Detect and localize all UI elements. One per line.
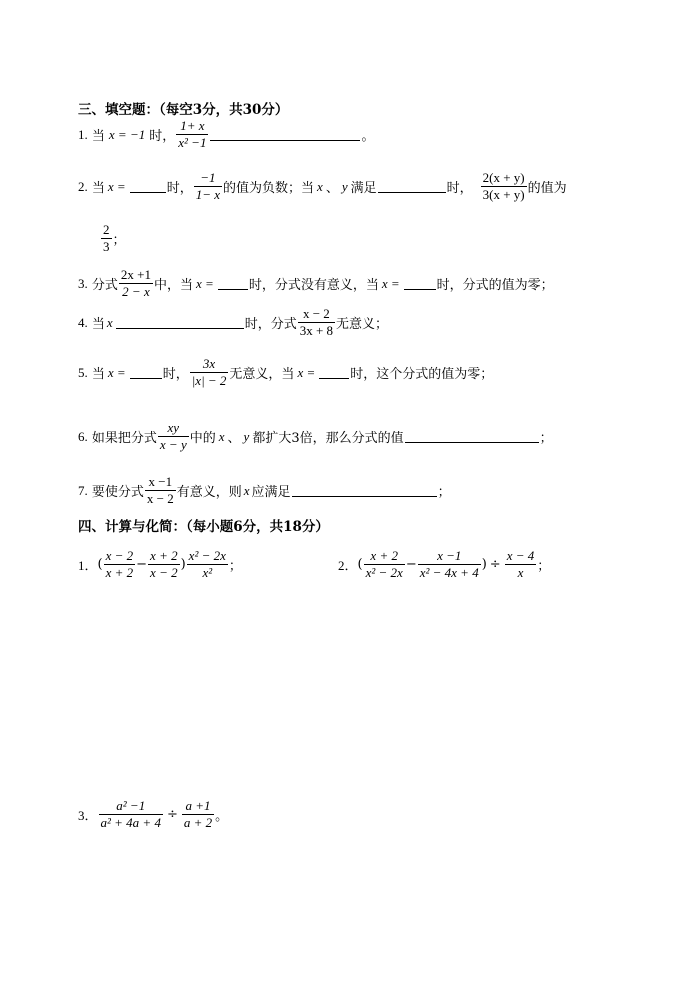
q7-var: x [243,482,250,498]
q2-f3-numerator: 2 [103,222,110,237]
question-4 [78,306,388,339]
p3-b-numerator: a +1 [182,798,214,815]
p2-lparen: ( [357,557,363,572]
q5-fraction [190,356,229,389]
question-2 [78,170,567,203]
p3-a-denominator: a² + 4a + 4 [100,815,161,830]
q2-fraction-3 [101,222,112,255]
answer-blank[interactable] [130,366,162,379]
q2-text-7: ； [112,233,126,248]
q1-fraction [176,118,208,151]
q2-text: 当 [91,181,105,196]
q1-number: 1. [78,126,88,142]
q2-fraction-2 [481,170,527,203]
q3-numerator: 2x +1 [120,267,151,282]
problem-1 [78,548,242,581]
answer-blank[interactable] [210,128,360,141]
q1-denominator: x² −1 [178,135,207,150]
problem-3 [78,798,228,831]
p1-lparen: ( [97,557,103,572]
q7-number: 7. [78,482,88,498]
p1-number: 1． [78,558,98,573]
section3-title: 三、填空题：（每空3分，共30分） [78,102,289,118]
q2-fraction-1 [194,170,222,203]
question-6 [78,420,553,453]
q6-fraction [158,420,189,453]
answer-blank[interactable] [378,180,446,193]
q5-denominator: |x| − 2 [191,373,227,388]
answer-blank[interactable] [319,366,349,379]
question-5 [78,356,493,389]
q4-number: 4. [78,314,88,330]
q6-numerator: xy [158,420,189,437]
q6-text-4: 都扩大3倍，那么分式的值 [252,431,404,446]
q4-text-1: 当 [91,317,105,332]
p1-a-denominator: x + 2 [105,565,134,580]
q2-text-3: 、 [325,181,339,196]
q5-var: x = [107,364,126,380]
q4-denominator: 3x + 8 [299,323,334,338]
p1-c-numerator: x² − 2x [188,548,226,563]
p1-minus: − [136,557,148,572]
q1-numerator: 1+ x [176,118,208,135]
q5-numerator: 3x [190,356,229,373]
answer-blank[interactable] [292,484,437,497]
p1-fraction-a [104,548,136,581]
q3-var: x = [196,275,214,291]
q3-text-3: 时，分式没有意义，当 [248,278,379,293]
p2-a-denominator: x² − 2x [365,565,403,580]
q6-var-x: x [218,428,225,444]
p2-b-denominator: x² − 4x + 4 [419,565,479,580]
p3-number: 3． [78,808,98,823]
q6-text-1: 如果把分式 [91,431,157,446]
q2-text-4: 满足 [350,181,377,196]
p1-fraction-b [148,548,180,581]
p2-b-numerator: x −1 [418,548,481,565]
q6-text-3: 、 [227,431,241,446]
p2-end: ； [537,559,551,574]
q6-var-y: y [243,428,250,444]
q2-text-6: 的值为 [527,181,567,196]
question-3 [78,267,554,300]
question-7 [78,474,451,507]
q2-f1-numerator: −1 [194,170,222,187]
q1-text-2: 时， [149,129,176,144]
q5-text-4: 时，这个分式的值为零； [350,367,494,382]
q7-text-4: ； [437,485,451,500]
q7-text-3: 应满足 [251,485,291,500]
q6-number: 6. [78,428,88,444]
p2-c-denominator: x [517,565,524,580]
q3-text-4: 时，分式的值为零； [436,278,554,293]
p3-divide: ÷ [166,807,178,822]
q1-condition: x = −1 [108,126,146,142]
q4-text-2: 时，分式 [244,317,297,332]
p2-c-numerator: x − 4 [506,548,535,563]
q3-denominator: 2 − x [122,284,150,299]
problem-2 [338,548,550,581]
answer-blank[interactable] [116,316,244,329]
p2-fraction-a [364,548,405,581]
q7-denominator: x − 2 [146,491,174,506]
q2-number: 2. [78,178,88,194]
q5-text-2: 时， [162,367,189,382]
question-1 [78,118,374,151]
p2-fraction-c [505,548,537,581]
p2-fraction-b [418,548,481,581]
q2-text-1: 时， [166,181,193,196]
q4-text-3: 无意义； [336,317,389,332]
p1-b-denominator: x − 2 [150,565,178,580]
p1-a-numerator: x − 2 [105,548,134,563]
q6-denominator: x − y [159,437,187,452]
q2-f2-denominator: 3(x + y) [482,187,525,202]
q2-text-5: 时， [446,181,473,196]
p2-divide: ÷ [489,557,501,572]
q6-text-2: 中的 [189,431,216,446]
p1-rparen: ) [180,557,186,572]
q3-text-1: 分式 [91,278,118,293]
q7-fraction [145,474,176,507]
q3-number: 3. [78,275,88,291]
q3-fraction [119,267,153,300]
p3-fraction-a [99,798,163,831]
answer-blank[interactable] [405,430,539,443]
q2-f2-numerator: 2(x + y) [482,170,525,185]
answer-blank[interactable] [218,277,248,290]
p3-a-numerator: a² −1 [99,798,163,815]
q4-numerator: x − 2 [298,306,335,323]
p3-end: 。 [215,809,229,824]
answer-blank[interactable] [404,277,436,290]
q2-var: x = [107,178,126,194]
q6-text-5: ； [539,431,553,446]
q2-f1-denominator: 1− x [195,187,221,202]
q4-fraction [298,306,335,339]
p2-rparen: ) [481,557,487,572]
q3-var-2: x = [381,275,400,291]
section4-title: 四、计算与化简：（每小题6分，共18分） [78,519,329,535]
q5-number: 5. [78,364,88,380]
q2-text-2: 的值为负数；当 [223,181,315,196]
p2-minus: − [405,557,417,572]
q2-var-x: x [317,178,323,194]
p1-c-denominator: x² [202,565,213,580]
p2-a-numerator: x + 2 [364,548,405,565]
answer-blank[interactable] [130,180,166,193]
q4-var: x [106,314,113,330]
q2-var-y: y [341,178,348,194]
p2-number: 2． [338,558,358,573]
question-2-cont [100,222,126,255]
q2-f3-denominator: 3 [103,239,110,254]
p3-b-denominator: a + 2 [183,815,213,830]
q1-end: 。 [361,129,375,144]
q3-text-2: 中，当 [154,278,194,293]
q5-text-3: 无意义，当 [229,367,295,382]
q7-numerator: x −1 [145,474,176,491]
q5-var-2: x = [297,364,316,380]
q7-text-2: 有意义，则 [176,485,242,500]
p1-fraction-c [187,548,228,581]
q7-text-1: 要使分式 [91,485,144,500]
p1-b-numerator: x + 2 [150,548,178,563]
q5-text-1: 当 [91,367,105,382]
p3-fraction-b [182,798,214,831]
q1-text: 当 [91,129,105,144]
p1-end: ； [228,559,242,574]
